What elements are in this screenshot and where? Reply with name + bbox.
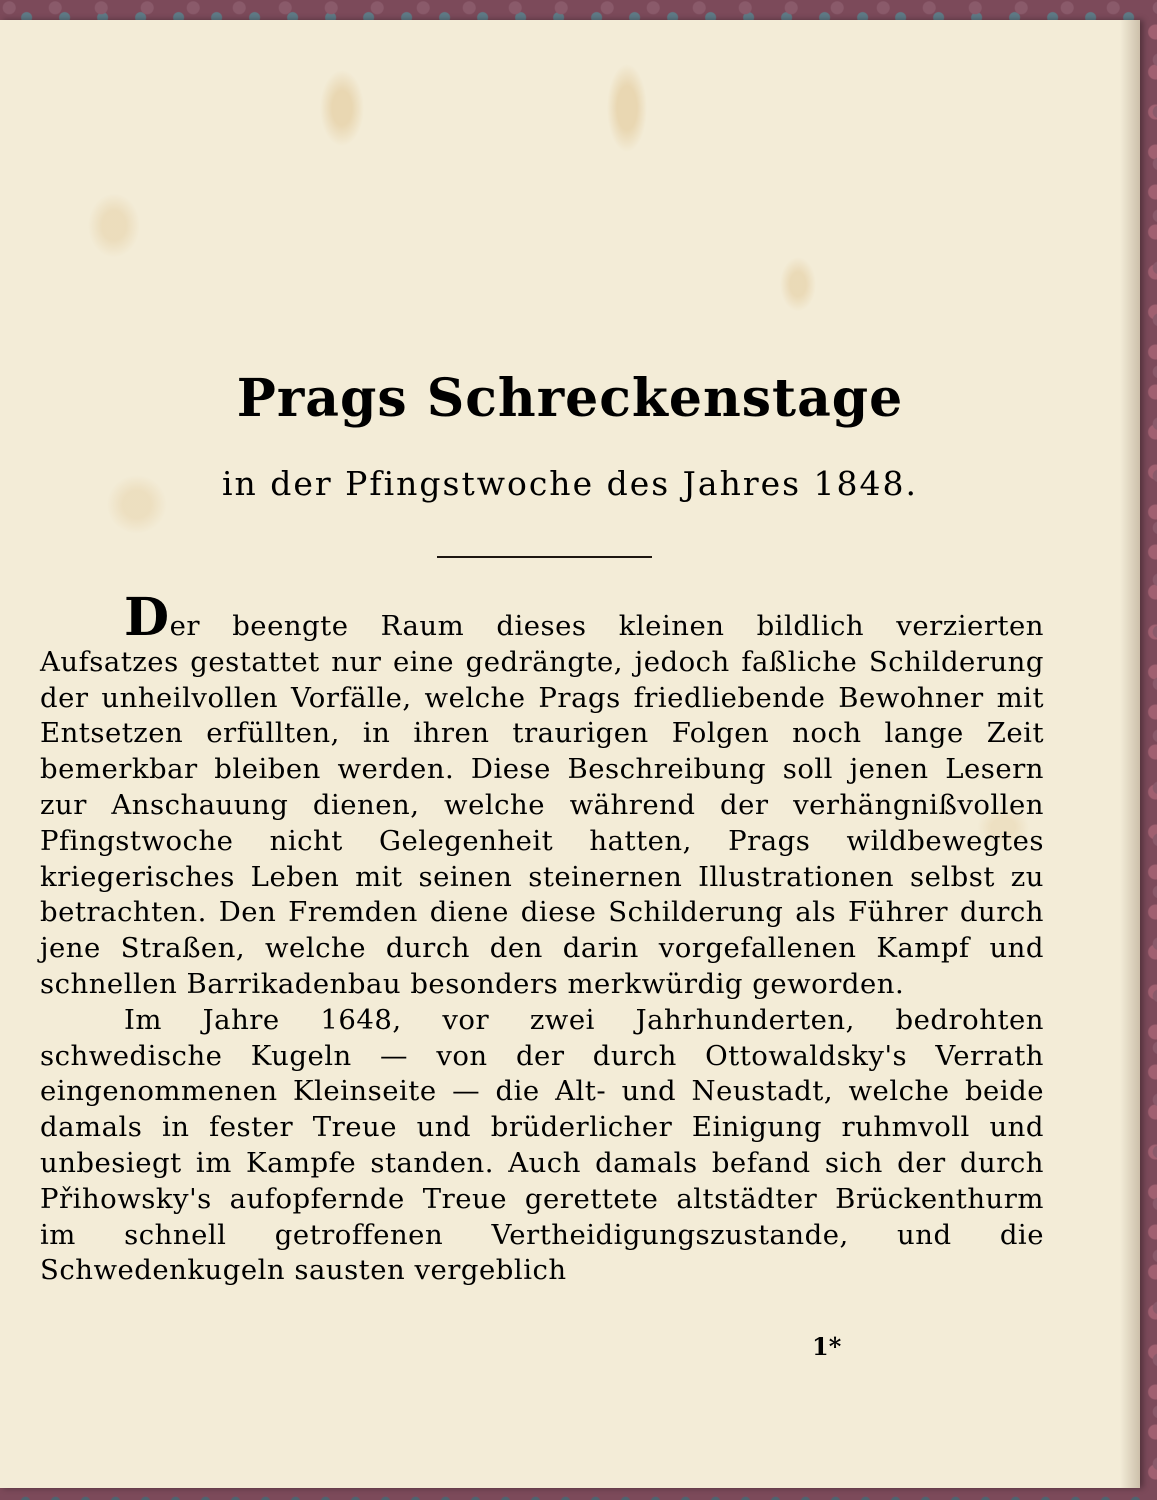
paragraph-1 — [40, 587, 1044, 1003]
paragraph-2-text: Im Jahre 1648, vor zwei Jahrhunderten, bedrohten schwedische Kugeln — von der durch Ottowaldsky's Verrath eingenommenen Kleinseite — die Alt- und Neustadt, welche beide damals in fester Treue und brüderlicher Einigung ruhmvoll und unbesiegt im Kampfe standen. Auch damals befand sich der durch Přihowsky's aufopfernde Treue gerettete altstädter Brückenthurm im schnell getroffenen Vertheidigungszustande, und die Schwedenkugeln sausten vergeblich — [40, 1003, 1044, 1287]
paragraph-2 — [40, 1003, 1044, 1289]
page-subtitle: in der Pfingstwoche des Jahres 1848. — [221, 464, 919, 503]
page-edge-shadow — [1120, 20, 1140, 1488]
body-text — [40, 587, 1044, 1289]
page-title: Prags Schreckenstage — [236, 368, 904, 429]
drop-cap: D — [124, 587, 170, 648]
paragraph-1-text: er beengte Raum dieses kleinen bildlich verzierten Aufsatzes gestattet nur eine gedrängte, jedoch faßliche Schilderung der unheilvollen Vorfälle, welche Prags friedliebende Bewohner mit Entsetzen erfüllten, in ihren traurigen Folgen noch lange Zeit bemerkbar bleiben werden. Diese Beschreibung soll jenen Lesern zur Anschauung dienen, welche während der verhängnißvollen Pfingstwoche nicht Gelegenheit hatten, Prags wildbewegtes kriegerisches Leben mit seinen steinernen Illustrationen selbst zu betrachten. Den Fremden diene diese Schilderung als Führer durch jene Straßen, welche durch den darin vorgefallenen Kampf und schnellen Barrikadenbau besonders merkwürdig geworden. — [40, 610, 1044, 1000]
page-number: 1* — [812, 1332, 842, 1361]
title-divider — [437, 556, 652, 558]
